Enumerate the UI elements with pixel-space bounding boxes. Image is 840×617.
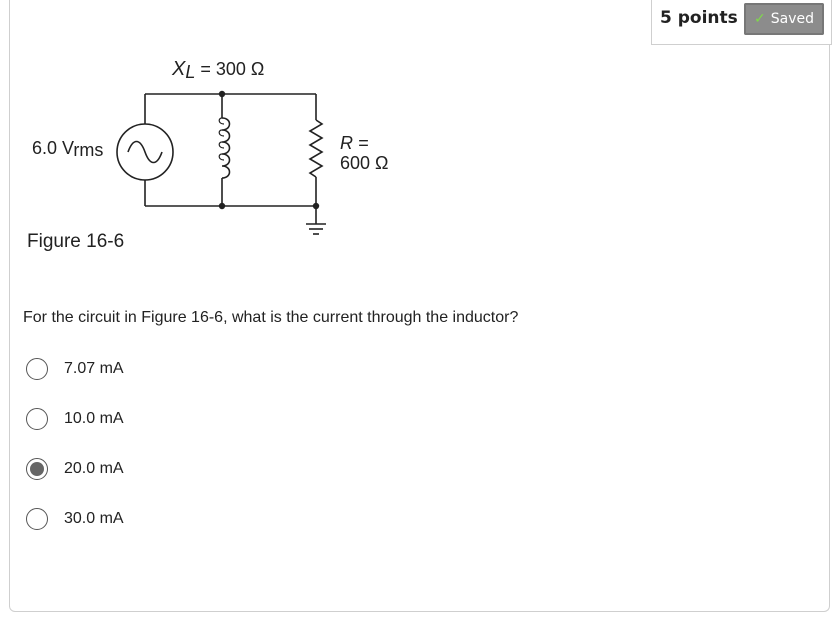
- reactance-subscript: L: [185, 62, 196, 82]
- source-voltage-sub: rms: [73, 140, 104, 160]
- answer-option[interactable]: [26, 505, 124, 533]
- resistance-label-line1: R =: [340, 133, 369, 153]
- reactance-value: = 300 Ω: [195, 59, 265, 79]
- radio-button[interactable]: [26, 508, 48, 530]
- radio-selected-dot: [30, 462, 44, 476]
- answer-option-label: 30.0 mA: [64, 510, 124, 527]
- checkmark-icon: ✓: [754, 11, 766, 27]
- radio-button[interactable]: [26, 408, 48, 430]
- question-text: For the circuit in Figure 16-6, what is the current through the inductor?: [23, 309, 519, 326]
- resistance-label: [340, 133, 389, 173]
- answer-option-label: 20.0 mA: [64, 460, 124, 477]
- answer-option[interactable]: [26, 405, 124, 433]
- answer-option[interactable]: [26, 355, 124, 383]
- radio-button-selected[interactable]: [26, 458, 48, 480]
- saved-label: Saved: [770, 11, 814, 27]
- source-voltage-value: 6.0 V: [32, 138, 74, 158]
- reactance-label: [172, 58, 264, 81]
- resistance-label-line2: 600 Ω: [340, 153, 389, 173]
- source-label: [32, 138, 103, 159]
- radio-button[interactable]: [26, 358, 48, 380]
- figure-caption: Figure 16-6: [27, 231, 125, 252]
- answer-option-label: 7.07 mA: [64, 360, 124, 377]
- answer-option-selected[interactable]: [26, 455, 124, 483]
- points-label: 5 points: [660, 8, 738, 28]
- answer-option-label: 10.0 mA: [64, 410, 124, 427]
- reactance-symbol: X: [172, 58, 186, 80]
